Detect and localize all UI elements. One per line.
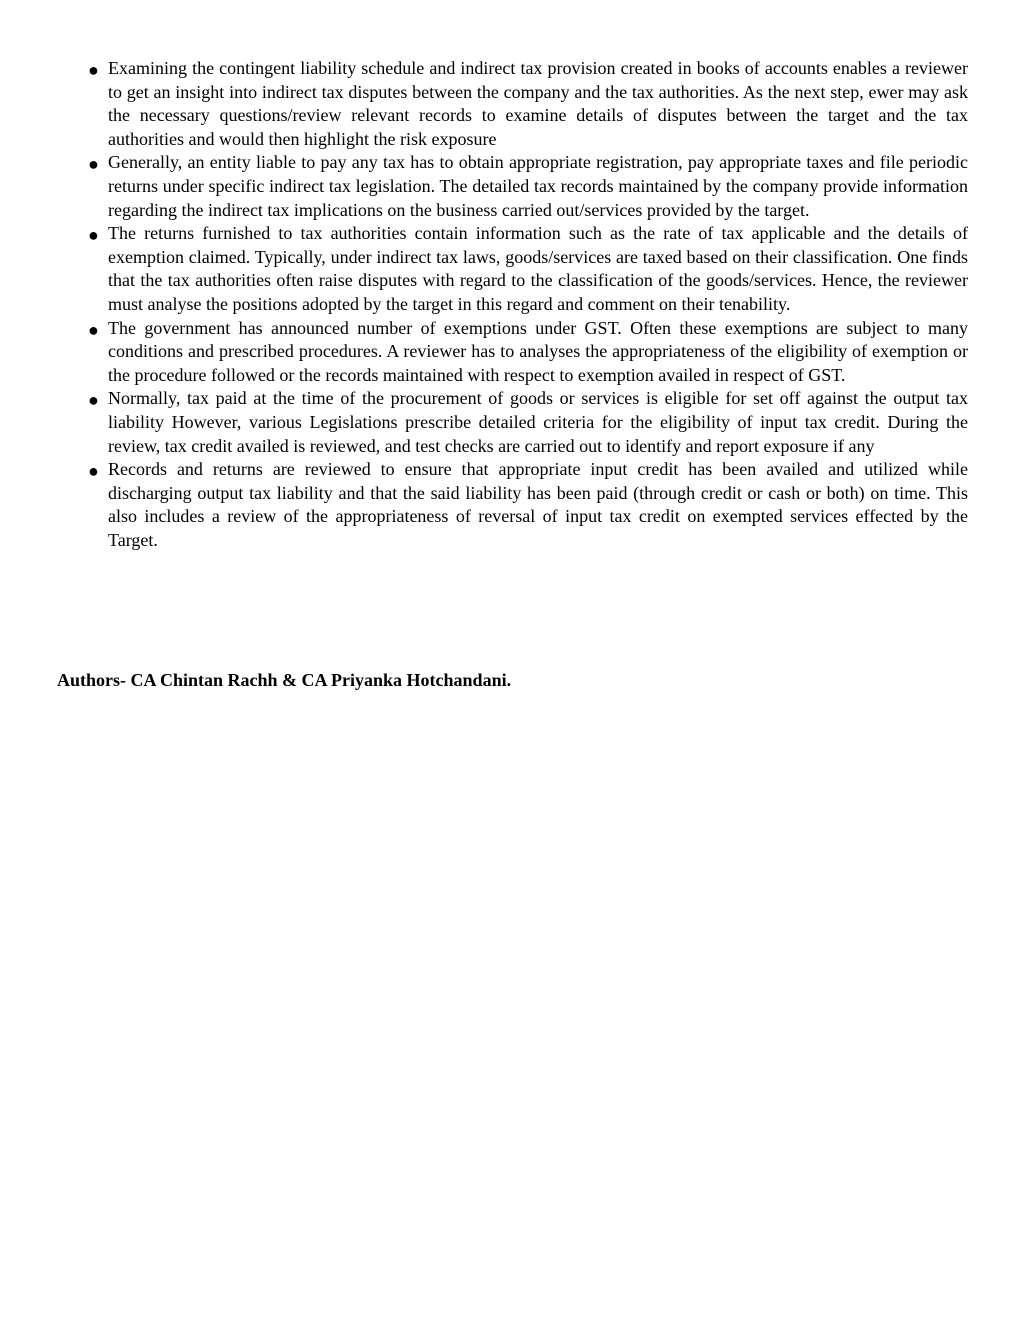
bullet-text: Examining the contingent liability schedule and indirect tax provision created in books of accounts enables a reviewer to get an insight into indirect tax disputes between the company and the tax authorities. As the next step, ewer may ask the necessary questions/review relevant records to examine details of disputes between the target and the tax authorities and would then highlight the risk exposure	[108, 58, 968, 149]
bullet-text: Generally, an entity liable to pay any tax has to obtain appropriate registration, pay appropriate taxes and file periodic returns under specific indirect tax legislation. The detailed tax records maintained by the company provide information regarding the indirect tax implications on the business carried out/services provided by the target.	[108, 152, 968, 220]
list-item	[88, 57, 968, 151]
bullet-icon: ●	[88, 319, 99, 340]
bullet-icon: ●	[88, 390, 99, 411]
authors-line: Authors- CA Chintan Rachh & CA Priyanka Hotchandani.	[57, 670, 512, 690]
list-item	[88, 387, 968, 458]
bullet-text: Normally, tax paid at the time of the procurement of goods or services is eligible for set off against the output tax liability However, various Legislations prescribe detailed criteria for the eligibility of input tax credit. During the review, tax credit availed is reviewed, and test checks are carried out to identify and report exposure if any	[108, 388, 968, 456]
bullet-icon: ●	[88, 225, 99, 246]
bullet-icon: ●	[88, 461, 99, 482]
list-item	[88, 458, 968, 552]
bullet-text: The returns furnished to tax authorities contain information such as the rate of tax applicable and the details of exemption claimed. Typically, under indirect tax laws, goods/services are taxed based on their classification. One finds that the tax authorities often raise disputes with regard to the classification of the goods/services. Hence, the reviewer must analyse the positions adopted by the target in this regard and comment on their tenability.	[108, 223, 968, 314]
list-item	[88, 151, 968, 222]
bullet-text: Records and returns are reviewed to ensure that appropriate input credit has been availed and utilized while discharging output tax liability and that the said liability has been paid (through credit or cash or both) on time. This also includes a review of the appropriateness of reversal of input tax credit on exempted services effected by the Target.	[108, 459, 968, 550]
list-item	[88, 222, 968, 316]
bullet-icon: ●	[88, 60, 99, 80]
bullet-text: The government has announced number of exemptions under GST. Often these exemptions are subject to many conditions and prescribed procedures. A reviewer has to analyses the appropriateness of the eligibility of exemption or the procedure followed or the records maintained with respect to exemption availed in respect of GST.	[108, 317, 968, 385]
bullet-list	[88, 57, 968, 552]
list-item	[88, 317, 968, 388]
bullet-icon: ●	[88, 154, 99, 175]
